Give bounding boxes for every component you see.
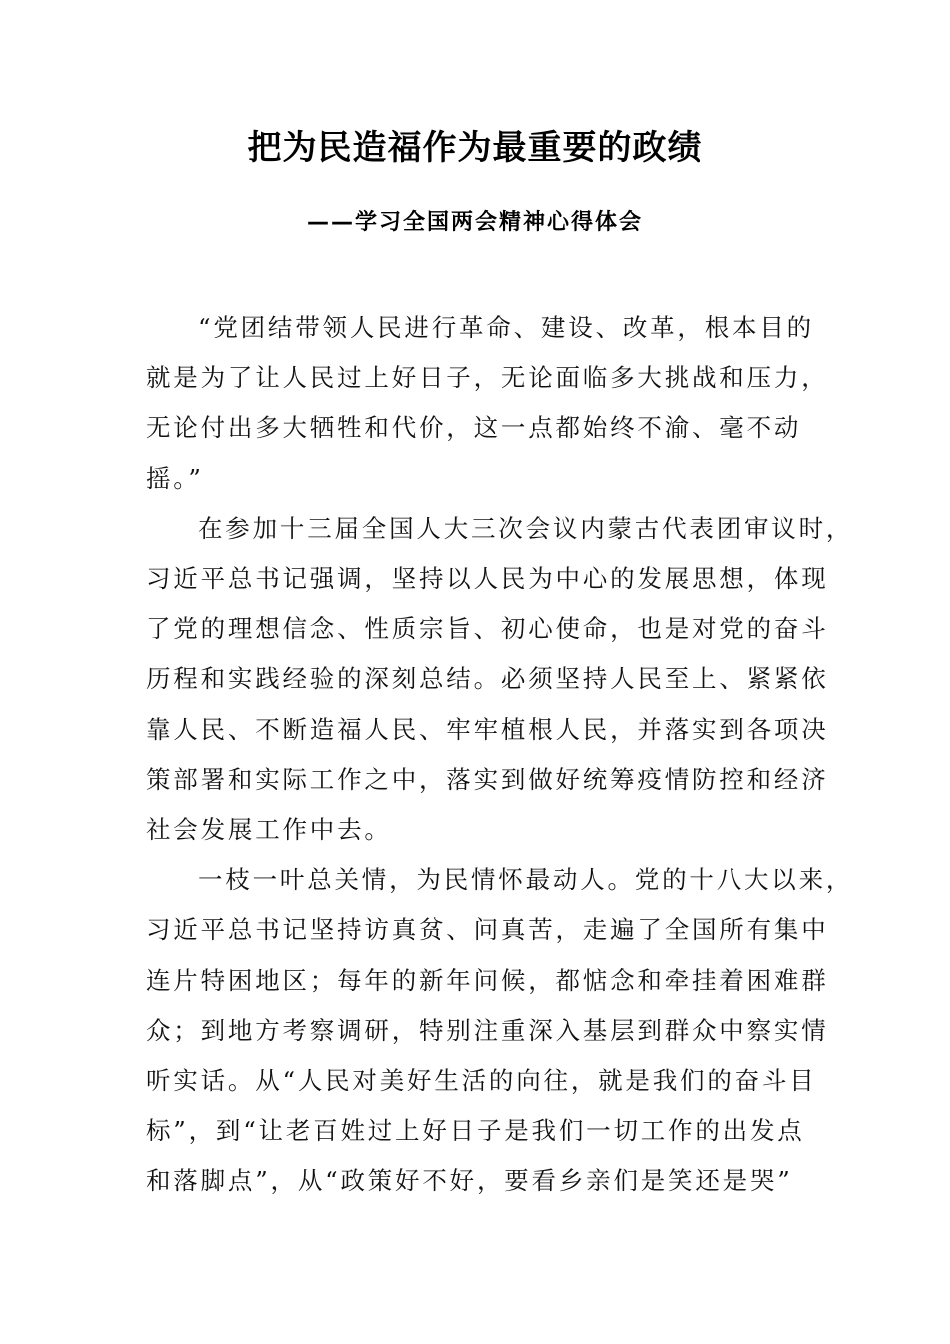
paragraph-line: 标”，到“让老百姓过上好日子是我们一切工作的出发点 <box>146 1116 805 1146</box>
paragraph-1 <box>146 303 829 504</box>
paragraph-line: 社会发展工作中去。 <box>146 815 392 845</box>
paragraph-line: 连片特困地区；每年的新年问候，都惦念和牵挂着困难群 <box>146 965 829 995</box>
paragraph-line: 在参加十三届全国人大三次会议内蒙古代表团审议时， <box>198 513 854 543</box>
paragraph-line: 习近平总书记坚持访真贫、问真苦，走遍了全国所有集中 <box>146 915 829 945</box>
document-title: 把为民造福作为最重要的政绩 <box>247 128 703 168</box>
paragraph-line: 习近平总书记强调，坚持以人民为中心的发展思想，体现 <box>146 564 829 594</box>
paragraph-line: 众；到地方考察调研，特别注重深入基层到群众中察实情 <box>146 1015 829 1045</box>
paragraph-line: “党团结带领人民进行革命、建设、改革，根本目的 <box>198 313 814 342</box>
document-body <box>146 303 854 1207</box>
paragraph-3 <box>146 855 854 1206</box>
paragraph-line: 听实话。从“人民对美好生活的向往，就是我们的奋斗目 <box>146 1066 817 1096</box>
paragraph-line: 靠人民、不断造福人民、牢牢植根人民，并落实到各项决 <box>146 714 829 744</box>
paragraph-line: 无论付出多大牺牲和代价，这一点都始终不渝、毫不动 <box>146 413 802 443</box>
document-subtitle: ——学习全国两会精神心得体会 <box>306 210 643 235</box>
paragraph-line: 历程和实践经验的深刻总结。必须坚持人民至上、紧紧依 <box>146 664 829 694</box>
paragraph-line: 和落脚点”，从“政策好不好，要看乡亲们是笑还是哭” <box>146 1166 793 1196</box>
paragraph-line: 一枝一叶总关情，为民情怀最动人。党的十八大以来， <box>198 865 854 895</box>
paragraph-line: 了党的理想信念、性质宗旨、初心使命，也是对党的奋斗 <box>146 614 829 644</box>
paragraph-line: 策部署和实际工作之中，落实到做好统筹疫情防控和经济 <box>146 764 829 794</box>
paragraph-line: 就是为了让人民过上好日子，无论面临多大挑战和压力， <box>146 363 829 393</box>
paragraph-2 <box>146 504 854 855</box>
paragraph-line: 摇。” <box>146 463 204 493</box>
